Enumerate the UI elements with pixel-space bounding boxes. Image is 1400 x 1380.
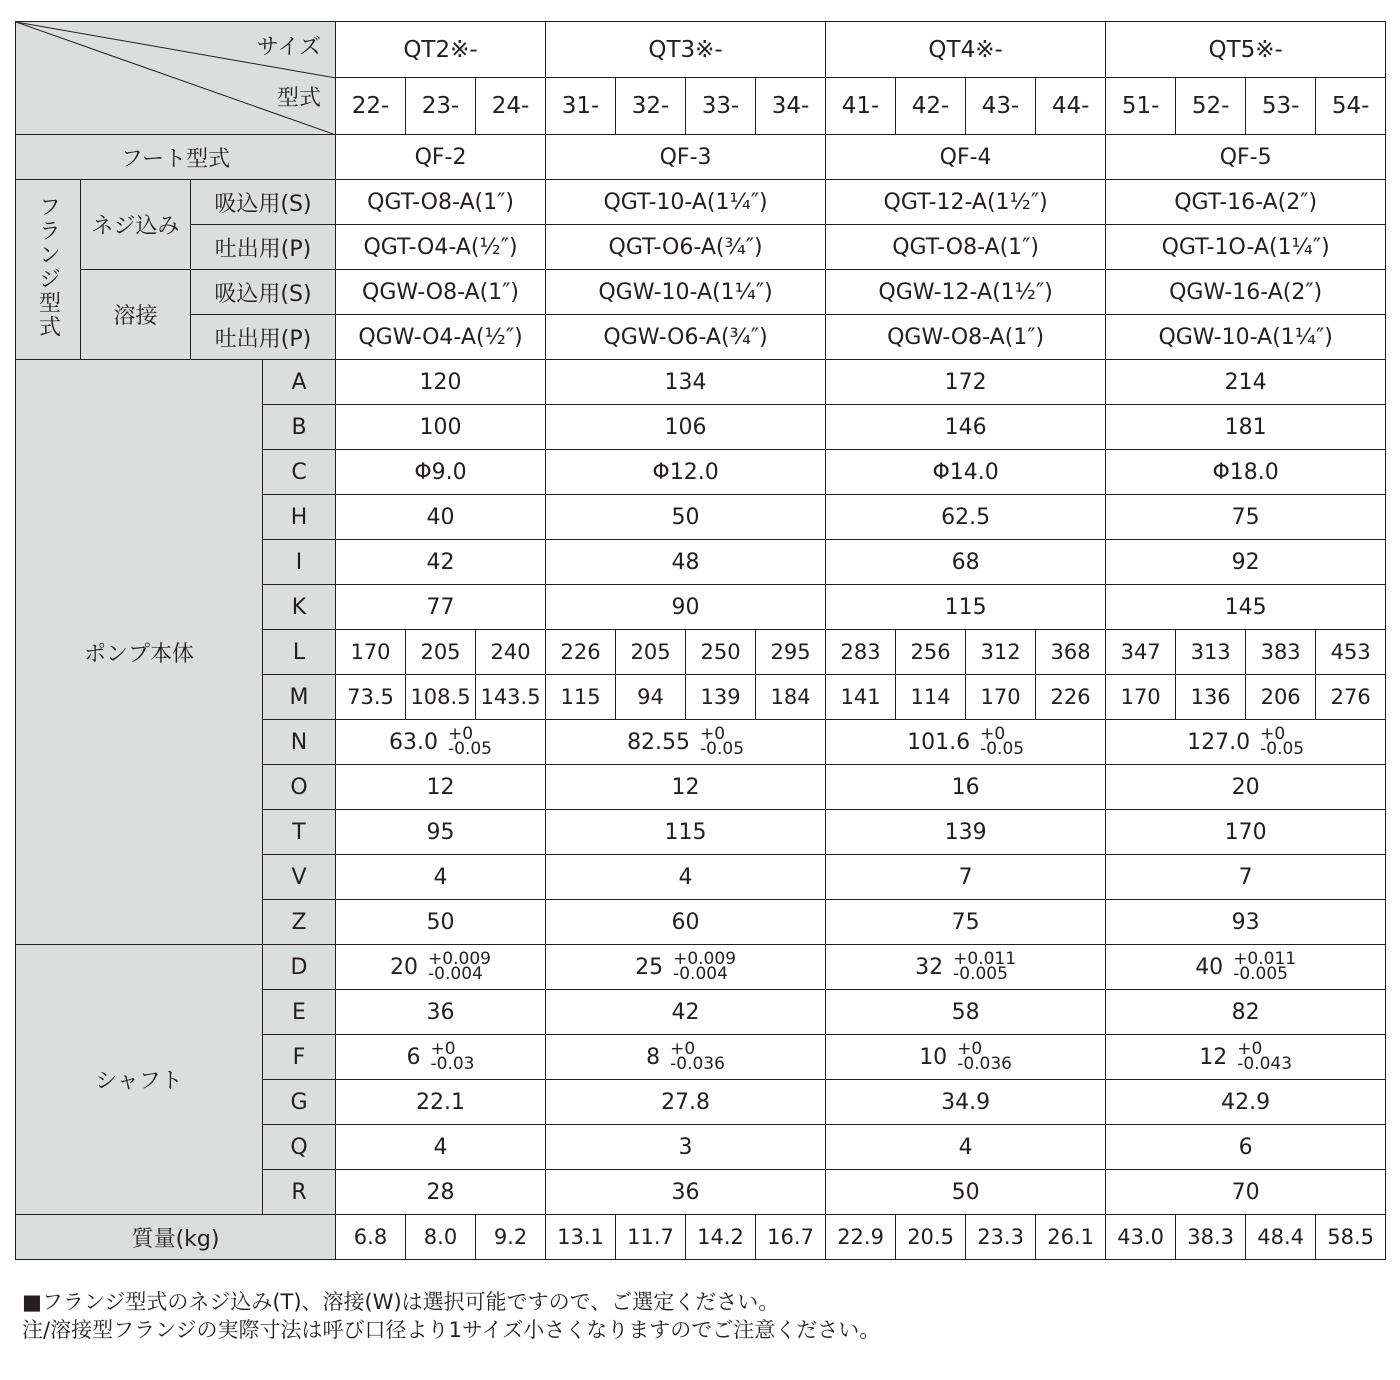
tolerance-wrap — [646, 1039, 725, 1074]
dim-value: 214 — [1106, 360, 1386, 405]
flange-size: 1″ — [488, 279, 511, 305]
dim-value: Φ12.0 — [546, 450, 826, 495]
dim-value: 60 — [546, 900, 826, 945]
flange-size: ½″ — [479, 234, 509, 260]
dim-value: 42 — [336, 540, 546, 585]
flange-value: QGT-12-A(1½″) — [826, 180, 1106, 225]
flange-code: QGW-O6-A — [603, 324, 721, 350]
header-size-row — [16, 22, 1386, 78]
tolerance-wrap — [919, 1039, 1012, 1074]
nominal-value: 82.55 — [627, 729, 691, 755]
nominal-value: 40 — [1195, 954, 1224, 980]
lower-tolerance: -0.004 — [673, 964, 728, 984]
dim-key: C — [263, 450, 336, 495]
dim-value: 22.1 — [336, 1080, 546, 1125]
flange-size: 1″ — [1008, 234, 1031, 260]
flange-code: QGW-O8-A — [887, 324, 1005, 350]
tolerance-stack — [1237, 1039, 1293, 1074]
weld-label: 溶接 — [81, 270, 191, 360]
model-header: 44- — [1036, 78, 1106, 135]
dim-value: 106 — [546, 405, 826, 450]
dim-key: L — [263, 630, 336, 675]
flange-value: QGW-16-A(2″) — [1106, 270, 1386, 315]
flange-value: QGW-O6-A(¾″) — [546, 315, 826, 360]
dim-value: 115 — [546, 675, 616, 720]
tolerance-stack — [673, 949, 737, 984]
flange-value: QGW-12-A(1½″) — [826, 270, 1106, 315]
nominal-value: 20 — [390, 954, 419, 980]
tolerance-value — [546, 1035, 826, 1080]
flange-code: QGT-1O-A — [1161, 234, 1269, 260]
flange-size: 1″ — [1013, 324, 1036, 350]
tolerance-wrap — [1195, 949, 1297, 984]
flange-value: QGT-O8-A(1″) — [336, 180, 546, 225]
size-label: サイズ — [256, 35, 321, 60]
tolerance-wrap — [390, 949, 491, 984]
dim-value: 12 — [336, 765, 546, 810]
dim-value: 75 — [826, 900, 1106, 945]
note-selection: ■フランジ型式のネジ込み(T)、溶接(W)は選択可能ですので、ご選定ください。 — [22, 1290, 780, 1314]
flange-value: QGT-16-A(2″) — [1106, 180, 1386, 225]
dim-value: 143.5 — [476, 675, 546, 720]
dim-value: 226 — [1036, 675, 1106, 720]
lower-tolerance: -0.005 — [953, 964, 1008, 984]
flange-size: 1½″ — [995, 189, 1040, 215]
tolerance-wrap — [1187, 724, 1305, 759]
mass-value: 11.7 — [616, 1215, 686, 1260]
dim-value: 250 — [686, 630, 756, 675]
flange-code: QGT-16-A — [1174, 189, 1278, 215]
mass-row — [16, 1215, 1386, 1260]
dim-value: 108.5 — [406, 675, 476, 720]
dim-value: 4 — [826, 1125, 1106, 1170]
dim-value: 50 — [826, 1170, 1106, 1215]
tolerance-wrap — [1199, 1039, 1293, 1074]
flange-size: 1¼″ — [720, 279, 765, 305]
dim-value: 226 — [546, 630, 616, 675]
upper-tolerance: +0 — [980, 724, 1006, 744]
mass-value: 43.0 — [1106, 1215, 1176, 1260]
flange-value: QGW-O8-A(1″) — [826, 315, 1106, 360]
flange-group-text: フランジ型式 — [35, 194, 61, 339]
flange-code: QGT-10-A — [603, 189, 707, 215]
dim-value: 28 — [336, 1170, 546, 1215]
flange-code: QGW-10-A — [1158, 324, 1273, 350]
dim-value: 313 — [1176, 630, 1246, 675]
tolerance-stack — [953, 949, 1017, 984]
flange-code: QGW-O8-A — [362, 279, 480, 305]
flange-code: QGT-O8-A — [892, 234, 1000, 260]
dim-value: 4 — [546, 855, 826, 900]
model-header: 23- — [406, 78, 476, 135]
nominal-value: 6 — [406, 1044, 421, 1070]
model-header: 34- — [756, 78, 826, 135]
flange-group-label — [16, 180, 81, 360]
tolerance-value — [546, 945, 826, 990]
mass-value: 14.2 — [686, 1215, 756, 1260]
dim-value: 36 — [336, 990, 546, 1035]
dim-key: Q — [263, 1125, 336, 1170]
dim-value: 16 — [826, 765, 1106, 810]
model-header: 42- — [896, 78, 966, 135]
dim-value: 20 — [1106, 765, 1386, 810]
upper-tolerance: +0 — [700, 724, 726, 744]
dim-value: 48 — [546, 540, 826, 585]
dim-key: F — [263, 1035, 336, 1080]
dim-key: K — [263, 585, 336, 630]
flange-code: QGW-10-A — [598, 279, 713, 305]
dim-key: I — [263, 540, 336, 585]
flange-size: 1½″ — [1000, 279, 1045, 305]
dim-value: 100 — [336, 405, 546, 450]
tolerance-value — [336, 945, 546, 990]
dim-value: 181 — [1106, 405, 1386, 450]
dim-value: 73.5 — [336, 675, 406, 720]
tolerance-stack — [670, 1039, 725, 1074]
dim-key: E — [263, 990, 336, 1035]
upper-tolerance: +0 — [1260, 724, 1286, 744]
tolerance-wrap — [627, 724, 745, 759]
flange-row-weld-discharge — [16, 315, 1386, 360]
tolerance-value — [1106, 720, 1386, 765]
lower-tolerance: -0.05 — [700, 739, 745, 759]
dim-value: 58 — [826, 990, 1106, 1035]
dim-value: 170 — [966, 675, 1036, 720]
mass-label: 質量(kg) — [16, 1215, 336, 1260]
pump-spec-table — [15, 21, 1386, 1260]
dim-key: D — [263, 945, 336, 990]
flange-port-label: 吸込用(S) — [191, 270, 336, 315]
dim-value: 82 — [1106, 990, 1386, 1035]
model-header: 43- — [966, 78, 1036, 135]
flange-size: 1¼″ — [1280, 324, 1325, 350]
model-header: 24- — [476, 78, 546, 135]
dim-value: 170 — [1106, 675, 1176, 720]
tolerance-value — [826, 945, 1106, 990]
model-header: 22- — [336, 78, 406, 135]
upper-tolerance: +0 — [430, 1039, 456, 1059]
mass-value: 22.9 — [826, 1215, 896, 1260]
mass-value: 38.3 — [1176, 1215, 1246, 1260]
lower-tolerance: -0.05 — [448, 739, 492, 759]
flange-port-label: 吐出用(P) — [191, 315, 336, 360]
flange-code: QGW-16-A — [1169, 279, 1283, 305]
tolerance-wrap — [907, 724, 1025, 759]
upper-tolerance: +0.011 — [953, 949, 1017, 969]
tolerance-stack — [1260, 724, 1305, 759]
mass-value: 6.8 — [336, 1215, 406, 1260]
flange-code: QGT-O8-A — [367, 189, 475, 215]
dim-value: 383 — [1246, 630, 1316, 675]
model-header: 51- — [1106, 78, 1176, 135]
dim-value: 12 — [546, 765, 826, 810]
dim-value: 206 — [1246, 675, 1316, 720]
tolerance-value — [336, 1035, 546, 1080]
flange-size: ½″ — [484, 324, 515, 350]
dim-value: 7 — [1106, 855, 1386, 900]
dim-key: V — [263, 855, 336, 900]
dim-value: 283 — [826, 630, 896, 675]
nominal-value: 12 — [1199, 1044, 1228, 1070]
dim-value: 145 — [1106, 585, 1386, 630]
upper-tolerance: +0 — [670, 1039, 696, 1059]
tolerance-stack — [448, 724, 492, 759]
dim-value: 50 — [546, 495, 826, 540]
mass-value: 8.0 — [406, 1215, 476, 1260]
header-corner — [16, 22, 336, 135]
dim-value: 77 — [336, 585, 546, 630]
flange-value: QGW-10-A(1¼″) — [1106, 315, 1386, 360]
model-header: 54- — [1316, 78, 1386, 135]
nominal-value: 10 — [919, 1044, 948, 1070]
flange-code: QGT-12-A — [883, 189, 987, 215]
flange-value: QGT-1O-A(1¼″) — [1106, 225, 1386, 270]
mass-value: 13.1 — [546, 1215, 616, 1260]
flange-value: QGW-10-A(1¼″) — [546, 270, 826, 315]
nominal-value: 32 — [915, 954, 944, 980]
flange-port-label: 吸込用(S) — [191, 180, 336, 225]
dim-value: 95 — [336, 810, 546, 855]
nominal-value: 101.6 — [907, 729, 971, 755]
tolerance-value — [546, 720, 826, 765]
mass-value: 16.7 — [756, 1215, 826, 1260]
flange-value: QGW-O8-A(1″) — [336, 270, 546, 315]
lower-tolerance: -0.05 — [1260, 739, 1305, 759]
flange-code: QGT-O4-A — [363, 234, 471, 260]
foot-value: QF-3 — [546, 135, 826, 180]
dim-value: 120 — [336, 360, 546, 405]
flange-row-screw-discharge — [16, 225, 1386, 270]
flange-value: QGT-O4-A(½″) — [336, 225, 546, 270]
dim-key: R — [263, 1170, 336, 1215]
upper-tolerance: +0 — [448, 724, 474, 744]
dim-value: 70 — [1106, 1170, 1386, 1215]
dim-value: 136 — [1176, 675, 1246, 720]
upper-tolerance: +0.009 — [673, 949, 737, 969]
dim-value: 347 — [1106, 630, 1176, 675]
dim-key: O — [263, 765, 336, 810]
foot-row — [16, 135, 1386, 180]
dim-value: 4 — [336, 1125, 546, 1170]
model-header: 52- — [1176, 78, 1246, 135]
flange-code: QGW-12-A — [878, 279, 993, 305]
upper-tolerance: +0.009 — [428, 949, 491, 969]
flange-code: QGW-O4-A — [358, 324, 476, 350]
upper-tolerance: +0 — [1237, 1039, 1263, 1059]
dim-value: 90 — [546, 585, 826, 630]
lower-tolerance: -0.05 — [980, 739, 1025, 759]
mass-value: 23.3 — [966, 1215, 1036, 1260]
dim-value: 3 — [546, 1125, 826, 1170]
foot-value: QF-5 — [1106, 135, 1386, 180]
dim-value: 205 — [616, 630, 686, 675]
tolerance-stack — [700, 724, 745, 759]
dim-value: 75 — [1106, 495, 1386, 540]
dim-value: 94 — [616, 675, 686, 720]
flange-value: QGT-10-A(1¼″) — [546, 180, 826, 225]
lower-tolerance: -0.036 — [670, 1054, 725, 1074]
dim-value: 312 — [966, 630, 1036, 675]
lower-tolerance: -0.004 — [428, 964, 483, 984]
flange-size: 1¼″ — [715, 189, 760, 215]
dim-key: H — [263, 495, 336, 540]
dim-value: 184 — [756, 675, 826, 720]
dim-key: B — [263, 405, 336, 450]
flange-value: QGT-O8-A(1″) — [826, 225, 1106, 270]
dim-value: 42 — [546, 990, 826, 1035]
dim-value: 141 — [826, 675, 896, 720]
mass-value: 20.5 — [896, 1215, 966, 1260]
screw-label: ネジ込み — [81, 180, 191, 270]
size-header: QT4※- — [826, 22, 1106, 78]
dim-value: 50 — [336, 900, 546, 945]
flange-code: QGT-O6-A — [608, 234, 716, 260]
dim-value: 68 — [826, 540, 1106, 585]
flange-size: 2″ — [1286, 189, 1309, 215]
dim-row-a — [16, 360, 1386, 405]
dim-value: 34.9 — [826, 1080, 1106, 1125]
dim-value: 368 — [1036, 630, 1106, 675]
dim-value: 4 — [336, 855, 546, 900]
tolerance-wrap — [406, 1039, 475, 1074]
dim-value: 36 — [546, 1170, 826, 1215]
tolerance-value — [1106, 1035, 1386, 1080]
dim-value: 6 — [1106, 1125, 1386, 1170]
flange-value: QGW-O4-A(½″) — [336, 315, 546, 360]
foot-value: QF-2 — [336, 135, 546, 180]
foot-label: フート型式 — [16, 135, 336, 180]
dim-value: 240 — [476, 630, 546, 675]
flange-port-label: 吐出用(P) — [191, 225, 336, 270]
dim-value: 276 — [1316, 675, 1386, 720]
dim-key: G — [263, 1080, 336, 1125]
nominal-value: 8 — [646, 1044, 661, 1070]
model-header: 53- — [1246, 78, 1316, 135]
dim-value: 295 — [756, 630, 826, 675]
tolerance-value — [826, 720, 1106, 765]
nominal-value: 63.0 — [389, 729, 438, 755]
flange-size: 2″ — [1291, 279, 1314, 305]
notes — [22, 1288, 880, 1344]
mass-value: 48.4 — [1246, 1215, 1316, 1260]
shaft-label: シャフト — [16, 945, 263, 1215]
dim-key: A — [263, 360, 336, 405]
lower-tolerance: -0.043 — [1237, 1054, 1293, 1074]
dim-value: 139 — [686, 675, 756, 720]
tolerance-wrap — [915, 949, 1017, 984]
size-header: QT3※- — [546, 22, 826, 78]
dim-value: 205 — [406, 630, 476, 675]
foot-value: QF-4 — [826, 135, 1106, 180]
flange-size: 1¼″ — [1277, 234, 1322, 260]
flange-value: QGT-O6-A(¾″) — [546, 225, 826, 270]
model-header: 41- — [826, 78, 896, 135]
note-weld-size: 注/溶接型フランジの実際寸法は呼び口径より1サイズ小さくなりますのでご注意ください。 — [22, 1318, 881, 1342]
flange-size: ¾″ — [729, 324, 760, 350]
spec-table-body — [16, 22, 1386, 1260]
dim-key: T — [263, 810, 336, 855]
tolerance-value — [336, 720, 546, 765]
dim-value: 172 — [826, 360, 1106, 405]
dim-value: 114 — [896, 675, 966, 720]
mass-value: 9.2 — [476, 1215, 546, 1260]
tolerance-stack — [957, 1039, 1012, 1074]
tolerance-stack — [980, 724, 1025, 759]
dim-value: 453 — [1316, 630, 1386, 675]
dim-value: 40 — [336, 495, 546, 540]
tolerance-stack — [430, 1039, 475, 1074]
size-header: QT2※- — [336, 22, 546, 78]
flange-size: ¾″ — [724, 234, 755, 260]
flange-row-weld-suction — [16, 270, 1386, 315]
dim-value: 115 — [546, 810, 826, 855]
dim-value: Φ14.0 — [826, 450, 1106, 495]
dim-key: N — [263, 720, 336, 765]
lower-tolerance: -0.036 — [957, 1054, 1012, 1074]
upper-tolerance: +0.011 — [1233, 949, 1297, 969]
dim-value: 27.8 — [546, 1080, 826, 1125]
type-label: 型式 — [276, 86, 321, 111]
nominal-value: 25 — [635, 954, 664, 980]
model-header: 32- — [616, 78, 686, 135]
tolerance-wrap — [389, 724, 492, 759]
nominal-value: 127.0 — [1187, 729, 1251, 755]
dim-key: Z — [263, 900, 336, 945]
dim-value: 146 — [826, 405, 1106, 450]
model-header: 31- — [546, 78, 616, 135]
dim-value: 170 — [1106, 810, 1386, 855]
dim-value: 7 — [826, 855, 1106, 900]
tolerance-value — [826, 1035, 1106, 1080]
lower-tolerance: -0.03 — [430, 1054, 475, 1074]
lower-tolerance: -0.005 — [1233, 964, 1288, 984]
dim-value: Φ9.0 — [336, 450, 546, 495]
dim-value: 115 — [826, 585, 1106, 630]
flange-size: 1″ — [483, 189, 506, 215]
dim-value: 62.5 — [826, 495, 1106, 540]
dim-value: Φ18.0 — [1106, 450, 1386, 495]
pump-body-label: ポンプ本体 — [16, 360, 263, 945]
dim-value: 134 — [546, 360, 826, 405]
model-header: 33- — [686, 78, 756, 135]
tolerance-stack — [428, 949, 491, 984]
tolerance-value — [1106, 945, 1386, 990]
size-header: QT5※- — [1106, 22, 1386, 78]
tolerance-wrap — [635, 949, 737, 984]
dim-value: 92 — [1106, 540, 1386, 585]
dim-value: 42.9 — [1106, 1080, 1386, 1125]
upper-tolerance: +0 — [957, 1039, 983, 1059]
dim-value: 93 — [1106, 900, 1386, 945]
mass-value: 26.1 — [1036, 1215, 1106, 1260]
flange-row-screw-suction — [16, 180, 1386, 225]
dim-value: 170 — [336, 630, 406, 675]
dim-value: 256 — [896, 630, 966, 675]
mass-value: 58.5 — [1316, 1215, 1386, 1260]
dim-row-d — [16, 945, 1386, 990]
tolerance-stack — [1233, 949, 1297, 984]
dim-key: M — [263, 675, 336, 720]
dim-value: 139 — [826, 810, 1106, 855]
